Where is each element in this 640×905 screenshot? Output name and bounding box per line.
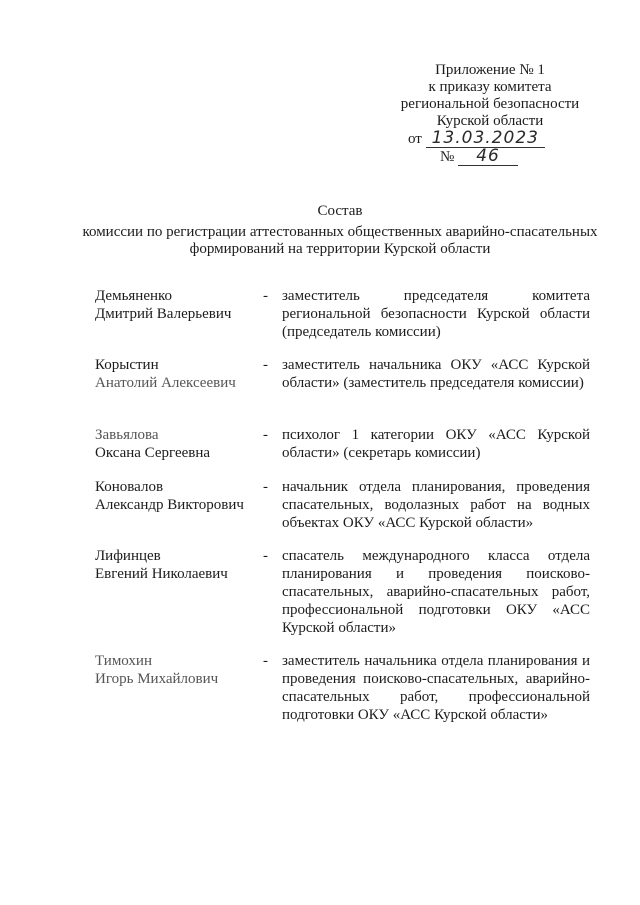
- member-role: начальник отдела планирования, проведения спасательных, водолазных работ на водных объектах ОКУ «АСС Курской области»: [282, 479, 590, 531]
- member-name: [95, 652, 265, 688]
- title-subtitle: комиссии по регистрации аттестованных общественных аварийно-спасательных формирований на территории Курской области: [82, 224, 598, 257]
- member-name: [95, 547, 265, 583]
- member-surname: Тимохин: [95, 653, 152, 669]
- member-role: заместитель председателя комитета региональной безопасности Курской области (председатель комиссии): [282, 288, 590, 340]
- member-role: спасатель международного класса отдела планирования и проведения поисково-спасательных, аварийно-спасательных работ, профессиональной подготовки ОКУ «АСС Курской области»: [282, 548, 590, 636]
- member-surname: Коновалов: [95, 479, 164, 495]
- member-role: заместитель начальника ОКУ «АСС Курской области» (заместитель председателя комиссии): [282, 357, 590, 391]
- appendix-number-line: [440, 148, 600, 166]
- appendix-header: [380, 62, 600, 166]
- member-dash: -: [263, 653, 268, 669]
- member-dash: -: [263, 427, 268, 443]
- member-given-name: Игорь Михайлович: [95, 671, 219, 687]
- member-surname: Демьяненко: [95, 288, 173, 304]
- member-given-name: Александр Викторович: [95, 497, 244, 513]
- member-given-name: Дмитрий Валерьевич: [95, 306, 232, 322]
- member-dash: -: [263, 479, 268, 495]
- appendix-order-ref: к приказу комитета: [428, 79, 552, 95]
- member-dash: -: [263, 288, 268, 304]
- member-surname: Лифинцев: [95, 548, 161, 564]
- appendix-region: Курской области: [436, 113, 544, 129]
- handwritten-number: 46: [458, 148, 518, 166]
- appendix-title: Приложение № 1: [435, 62, 545, 78]
- title-heading: Состав: [317, 203, 363, 219]
- member-name: [95, 426, 265, 462]
- date-prefix: от: [408, 131, 422, 147]
- member-given-name: Анатолий Алексеевич: [95, 375, 236, 391]
- document-title: [80, 203, 600, 258]
- member-role: заместитель начальника отдела планирования и проведения поисково-спасательных, аварийно-спасательных работ, профессиональной подготовки ОКУ «АСС Курской области»: [282, 653, 590, 723]
- member-surname: Завьялова: [95, 427, 159, 443]
- member-surname: Корыстин: [95, 357, 159, 373]
- handwritten-date: 13.03.2023: [426, 130, 545, 148]
- member-name: [95, 478, 265, 514]
- member-role: психолог 1 категории ОКУ «АСС Курской области» (секретарь комиссии): [282, 427, 590, 461]
- member-name: [95, 356, 265, 392]
- member-dash: -: [263, 548, 268, 564]
- member-given-name: Оксана Сергеевна: [95, 445, 211, 461]
- member-dash: -: [263, 357, 268, 373]
- member-name: [95, 287, 265, 323]
- member-given-name: Евгений Николаевич: [95, 566, 228, 582]
- number-prefix: №: [440, 149, 455, 165]
- appendix-committee: региональной безопасности: [400, 96, 580, 112]
- appendix-date-line: [408, 130, 600, 148]
